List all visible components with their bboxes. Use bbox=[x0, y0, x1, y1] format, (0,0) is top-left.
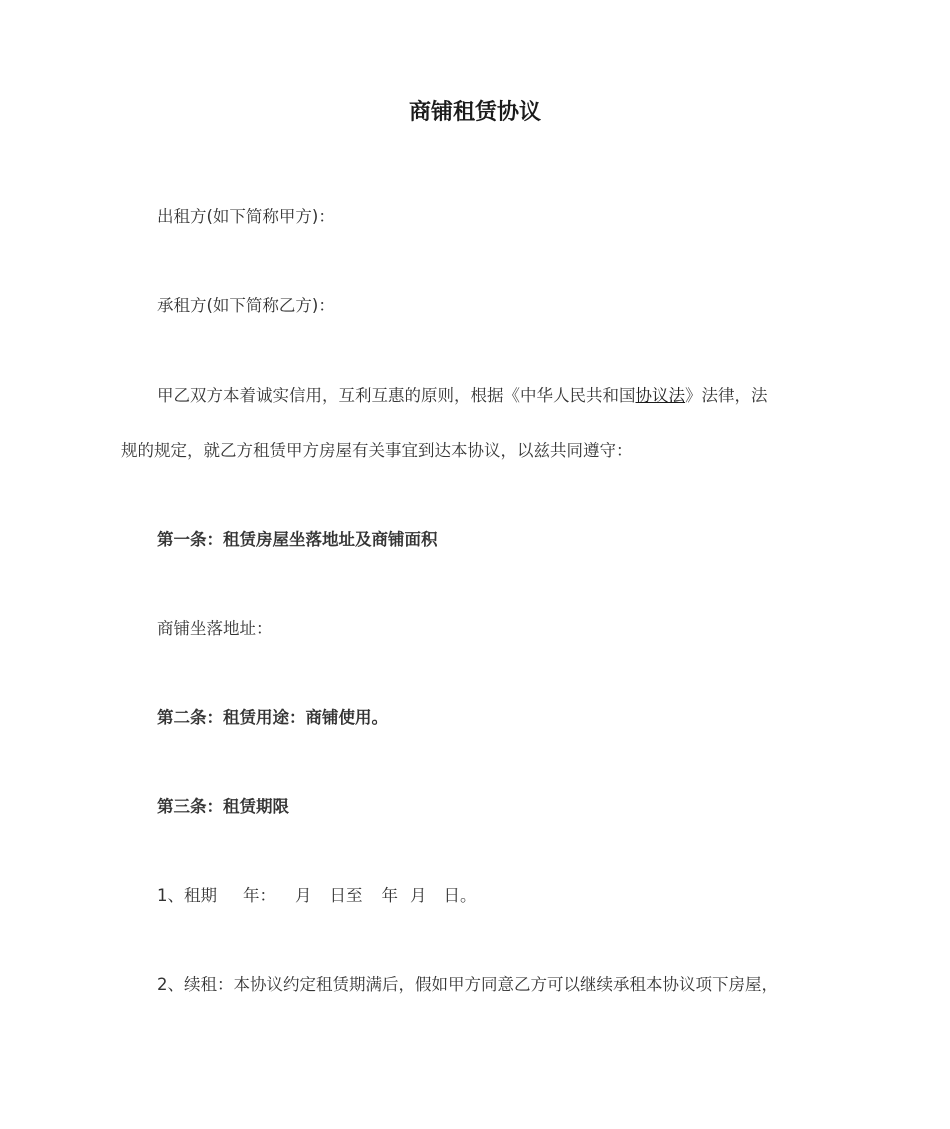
renewal-text: 2、续租：本协议约定租赁期满后，假如甲方同意乙方可以继续承租本协议项下房屋， bbox=[157, 975, 778, 994]
lessor-line bbox=[121, 189, 839, 245]
article-2-heading-text: 第二条：租赁用途：商铺使用。 bbox=[157, 708, 388, 727]
term-part-3: 月 bbox=[295, 886, 312, 905]
term-part-7: 日。 bbox=[443, 886, 477, 905]
article-3-heading bbox=[121, 779, 839, 835]
preamble-after-link: 》法律，法 bbox=[685, 386, 768, 405]
preamble-line-2 bbox=[121, 423, 839, 479]
lessee-line bbox=[121, 278, 839, 334]
term-part-1: 1、租期 bbox=[157, 886, 217, 905]
renewal-line bbox=[121, 957, 839, 1013]
preamble-before-link: 甲乙双方本着诚实信用，互利互惠的原则，根据《中华人民共和国 bbox=[157, 386, 636, 405]
term-part-6: 月 bbox=[410, 886, 427, 905]
term-part-2: 年： bbox=[243, 886, 276, 905]
lease-term-line bbox=[121, 868, 839, 924]
preamble-line-2-text: 规的规定，就乙方租赁甲方房屋有关事宜到达本协议，以兹共同遵守： bbox=[121, 441, 633, 460]
lessor-label: 出租方(如下简称甲方)： bbox=[157, 207, 335, 226]
preamble-line-1 bbox=[121, 368, 839, 424]
article-2-heading bbox=[121, 690, 839, 746]
address-line bbox=[121, 601, 839, 657]
lessee-label: 承租方(如下简称乙方)： bbox=[157, 296, 335, 315]
article-1-heading bbox=[121, 512, 839, 568]
address-label: 商铺坐落地址： bbox=[157, 619, 273, 638]
term-part-5: 年 bbox=[381, 886, 398, 905]
article-3-heading-text: 第三条：租赁期限 bbox=[157, 797, 289, 816]
term-part-4: 日至 bbox=[329, 886, 363, 905]
article-1-heading-text: 第一条：租赁房屋坐落地址及商铺面积 bbox=[157, 530, 438, 549]
document-title: 商铺租赁协议 bbox=[408, 100, 541, 125]
contract-law-link[interactable]: 协议法 bbox=[635, 386, 685, 405]
